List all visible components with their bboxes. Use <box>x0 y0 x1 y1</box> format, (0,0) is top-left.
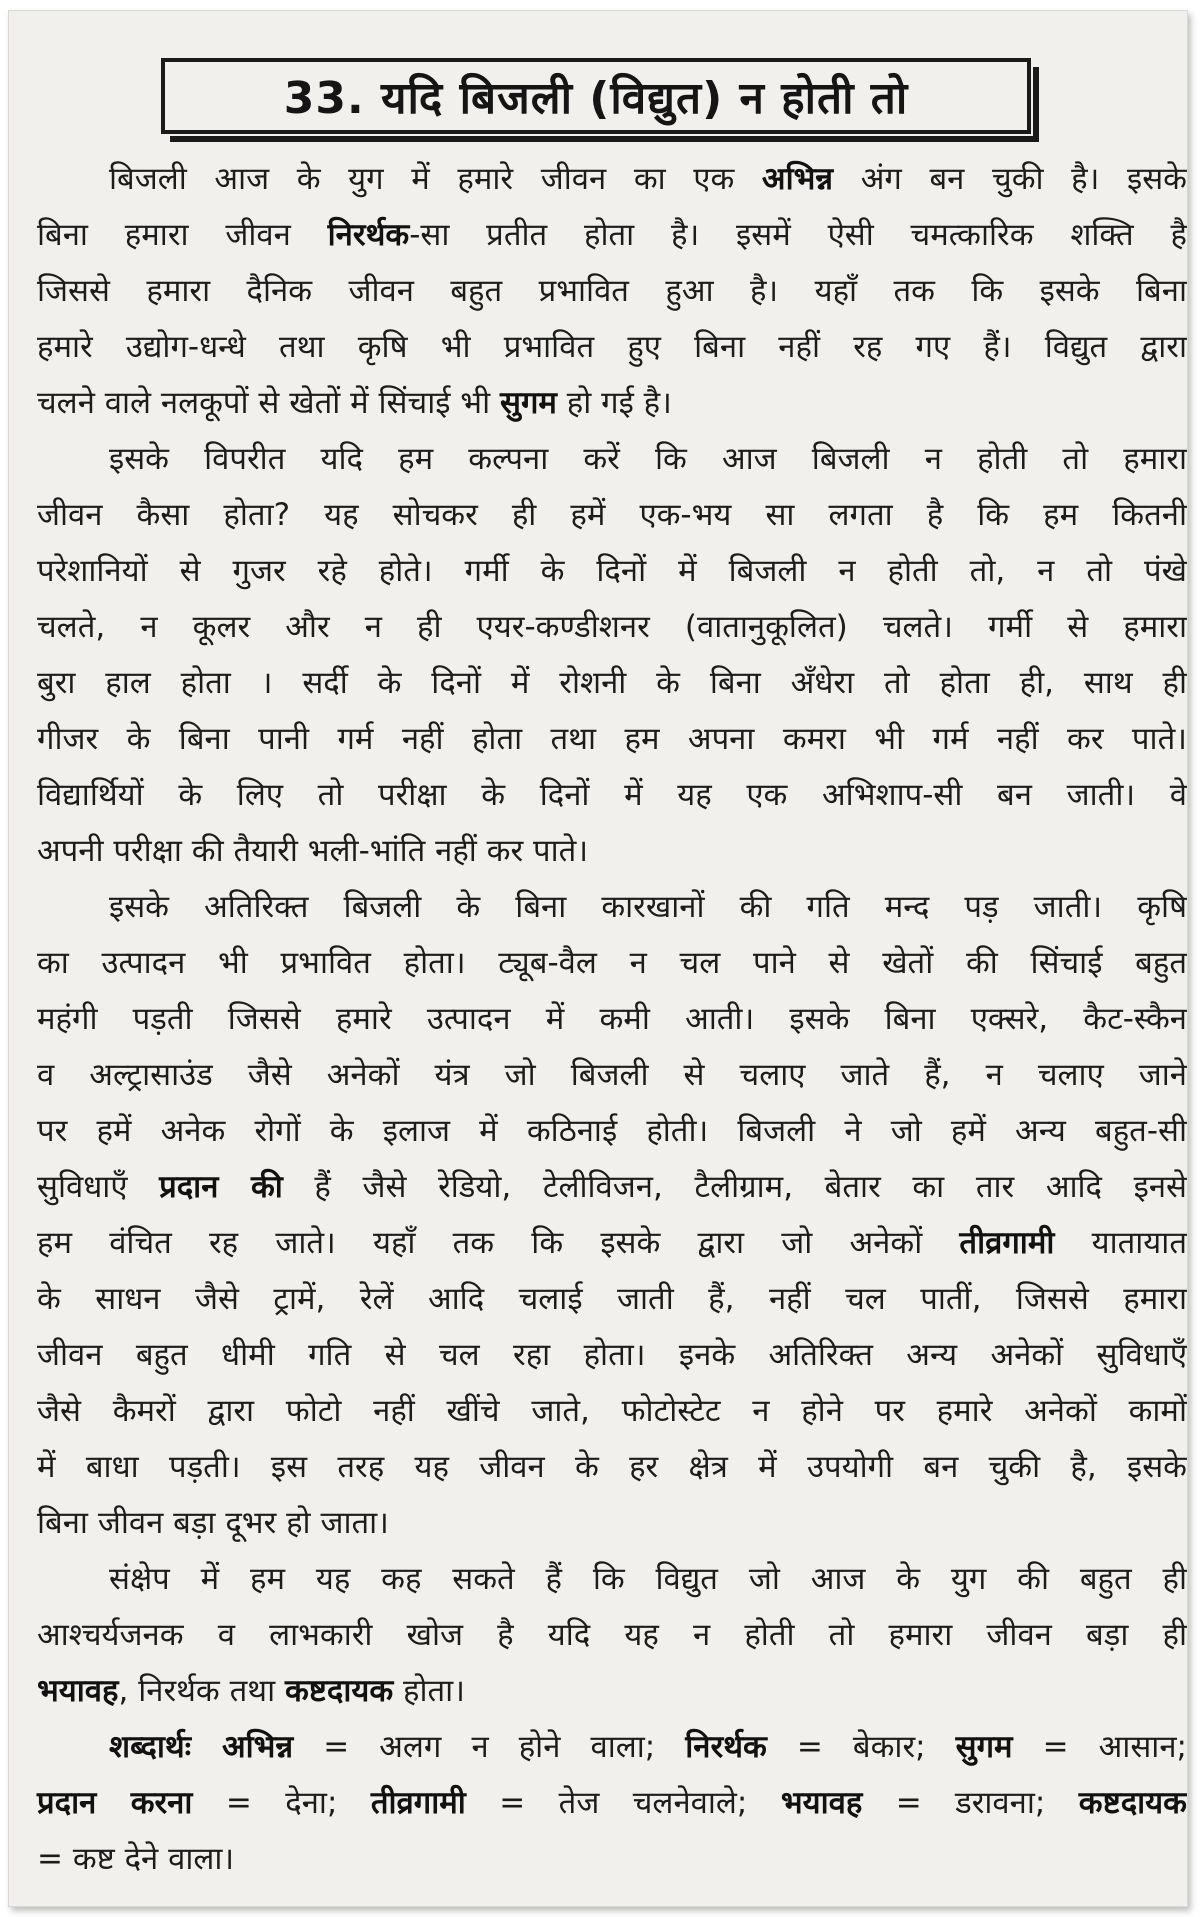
text-line <box>37 375 1187 431</box>
bold-term: शब्दार्थः अभिन्न <box>109 1729 294 1765</box>
text-segment: जीवन बहुत धीमी गति से चल रहा होता। इनके अतिरिक्त अन्य अनेकों सुविधाएँ <box>37 1337 1187 1373</box>
text-segment: = डरावना; <box>862 1785 1079 1821</box>
text-line <box>37 1663 1187 1719</box>
text-segment: चलने वाले नलकूपों से खेतों में सिंचाई भी <box>37 385 500 421</box>
text-line <box>37 487 1187 543</box>
chapter-title-box <box>161 58 1031 134</box>
text-line <box>37 1551 1187 1607</box>
text-segment: पर हमें अनेक रोगों के इलाज में कठिनाई होती। बिजली ने जो हमें अन्य बहुत-सी <box>37 1113 1187 1149</box>
text-line <box>37 207 1187 263</box>
text-line <box>37 655 1187 711</box>
text-segment: गीजर के बिना पानी गर्म नहीं होता तथा हम अपना कमरा भी गर्म नहीं कर पाते। <box>37 721 1187 757</box>
text-line <box>37 1159 1187 1215</box>
bold-term: तीव्रगामी <box>370 1785 466 1821</box>
bold-term: निरर्थक <box>327 217 410 253</box>
text-line <box>37 1775 1187 1831</box>
text-line <box>37 1103 1187 1159</box>
text-segment: संक्षेप में हम यह कह सकते हैं कि विद्युत जो आज के युग की बहुत ही <box>109 1561 1187 1597</box>
bold-term: भयावह <box>37 1673 119 1709</box>
bold-term: तीव्रगामी <box>959 1225 1055 1261</box>
text-segment: हम वंचित रह जाते। यहाँ तक कि इसके द्वारा जो अनेकों <box>37 1225 960 1261</box>
text-line <box>37 935 1187 991</box>
text-segment: यातायात <box>1054 1225 1187 1261</box>
text-line <box>37 1439 1187 1495</box>
text-line <box>37 1383 1187 1439</box>
text-line <box>37 991 1187 1047</box>
text-segment: = आसान; <box>1012 1729 1187 1765</box>
text-segment: बुरा हाल होता । सर्दी के दिनों में रोशनी के बिना अँधेरा तो होता ही, साथ ही <box>37 665 1187 701</box>
text-segment: = बेकार; <box>766 1729 956 1765</box>
bold-term: कष्टदायक <box>1078 1785 1187 1821</box>
bold-term: कष्टदायक <box>284 1673 394 1709</box>
text-segment: जैसे कैमरों द्वारा फोटो नहीं खींचे जाते, फोटोस्टेट न होने पर हमारे अनेकों कामों <box>37 1393 1187 1429</box>
text-line <box>37 1215 1187 1271</box>
text-line <box>37 1607 1187 1663</box>
text-segment: अंग बन चुकी है। इसके <box>833 161 1187 197</box>
text-segment: = अलग न होने वाला; <box>293 1729 686 1765</box>
text-segment: , निरर्थक तथा <box>118 1673 285 1709</box>
text-line <box>37 767 1187 823</box>
text-line <box>37 879 1187 935</box>
text-segment: अपनी परीक्षा की तैयारी भली-भांति नहीं कर पाते। <box>37 833 589 869</box>
text-segment: विद्यार्थियों के लिए तो परीक्षा के दिनों में यह एक अभिशाप-सी बन जाती। वे <box>37 777 1187 813</box>
text-line <box>37 263 1187 319</box>
text-segment: हमारे उद्योग-धन्धे तथा कृषि भी प्रभावित हुए बिना नहीं रह गए हैं। विद्युत द्वारा <box>37 329 1187 365</box>
text-segment: चलते, न कूलर और न ही एयर-कण्डीशनर (वातानुकूलित) चलते। गर्मी से हमारा <box>37 609 1187 645</box>
text-line <box>37 823 1187 879</box>
text-segment: बिना हमारा जीवन <box>37 217 328 253</box>
essay-body <box>37 151 1187 1887</box>
text-segment: = तेज चलनेवाले; <box>465 1785 781 1821</box>
bold-term: अभिन्न <box>761 161 834 197</box>
text-segment: का उत्पादन भी प्रभावित होता। ट्यूब-वैल न चल पाने से खेतों की सिंचाई बहुत <box>37 945 1187 981</box>
text-line <box>37 1831 1187 1887</box>
text-segment: -सा प्रतीत होता है। इसमें ऐसी चमत्कारिक शक्ति है <box>409 217 1188 253</box>
text-segment: बिजली आज के युग में हमारे जीवन का एक <box>109 161 762 197</box>
bold-term: प्रदान करना <box>37 1785 193 1821</box>
text-segment: व अल्ट्रासाउंड जैसे अनेकों यंत्र जो बिजली से चलाए जाते हैं, न चलाए जाने <box>37 1057 1187 1093</box>
text-segment: आश्चर्यजनक व लाभकारी खोज है यदि यह न होती तो हमारा जीवन बड़ा ही <box>37 1617 1187 1653</box>
text-segment: इसके विपरीत यदि हम कल्पना करें कि आज बिजली न होती तो हमारा <box>109 441 1187 477</box>
text-segment: हैं जैसे रेडियो, टेलीविजन, टैलीग्राम, बेतार का तार आदि इनसे <box>282 1169 1187 1205</box>
text-line <box>37 1271 1187 1327</box>
text-line <box>37 599 1187 655</box>
text-segment: जिससे हमारा दैनिक जीवन बहुत प्रभावित हुआ है। यहाँ तक कि इसके बिना <box>37 273 1187 309</box>
text-segment: में बाधा पड़ती। इस तरह यह जीवन के हर क्षेत्र में उपयोगी बन चुकी है, इसके <box>37 1449 1187 1485</box>
text-line <box>37 1719 1187 1775</box>
text-line <box>37 319 1187 375</box>
text-line <box>37 431 1187 487</box>
bold-term: सुगम <box>499 385 557 421</box>
text-line <box>37 1047 1187 1103</box>
text-segment: सुविधाएँ <box>37 1169 160 1205</box>
text-line <box>37 1327 1187 1383</box>
chapter-title: 33. यदि बिजली (विद्युत) न होती तो <box>283 73 909 124</box>
text-segment: हो गई है। <box>556 385 672 421</box>
text-line <box>37 711 1187 767</box>
text-segment: के साधन जैसे ट्रामें, रेलें आदि चलाई जाती हैं, नहीं चल पातीं, जिससे हमारा <box>37 1281 1187 1317</box>
text-line <box>37 543 1187 599</box>
text-line <box>37 1495 1187 1551</box>
text-segment: परेशानियों से गुजर रहे होते। गर्मी के दिनों में बिजली न होती तो, न तो पंखे <box>37 553 1187 589</box>
text-segment: इसके अतिरिक्त बिजली के बिना कारखानों की गति मन्द पड़ जाती। कृषि <box>109 889 1187 925</box>
text-segment: महंगी पड़ती जिससे हमारे उत्पादन में कमी आती। इसके बिना एक्सरे, कैट-स्कैन <box>37 1001 1187 1037</box>
text-line <box>37 151 1187 207</box>
text-segment: जीवन कैसा होता? यह सोचकर ही हमें एक-भय सा लगता है कि हम कितनी <box>37 497 1187 533</box>
text-segment: बिना जीवन बड़ा दूभर हो जाता। <box>37 1505 389 1541</box>
text-segment: = देना; <box>192 1785 371 1821</box>
text-segment: = कष्ट देने वाला। <box>37 1841 235 1877</box>
bold-term: निरर्थक <box>685 1729 767 1765</box>
text-segment: होता। <box>393 1673 465 1709</box>
bold-term: सुगम <box>955 1729 1013 1765</box>
book-page <box>8 10 1188 1907</box>
bold-term: प्रदान की <box>159 1169 283 1205</box>
bold-term: भयावह <box>780 1785 863 1821</box>
